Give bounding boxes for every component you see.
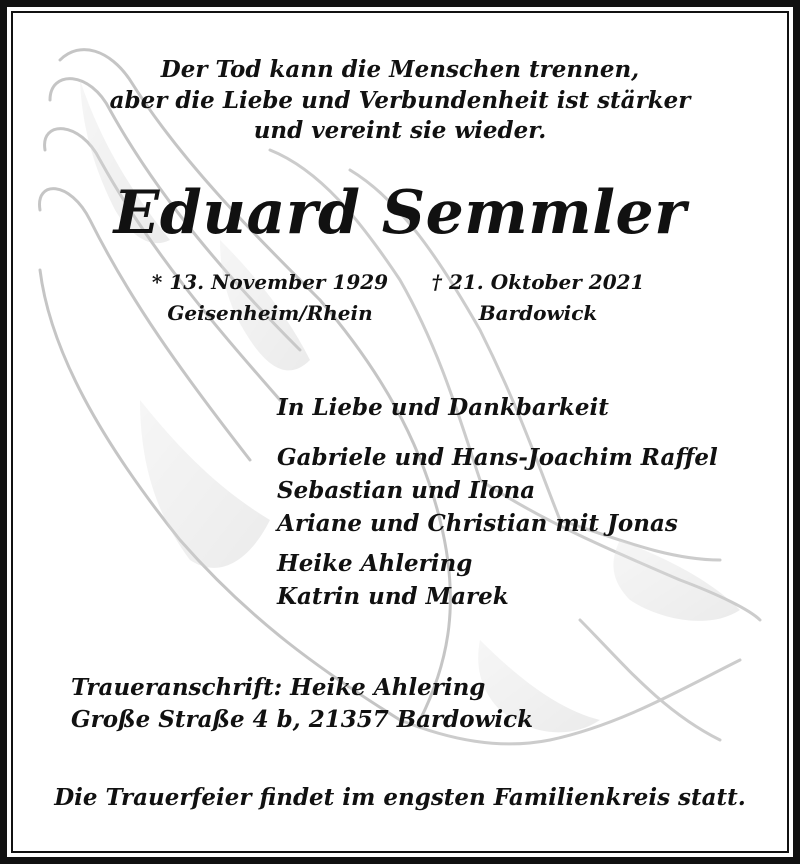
funeral-note: Die Trauerfeier findet im engsten Familienkreis statt. [54,784,746,811]
birth-place: Geisenheim/Rhein [167,301,373,325]
family-member: Heike Ahlering [277,550,473,577]
deceased-name: Eduard Semmler [113,178,687,248]
mourning-address-line: Große Straße 4 b, 21357 Bardowick [71,706,534,733]
quote-line: und vereint sie wieder. [253,117,547,144]
death-place: Bardowick [478,301,598,325]
family-member: Sebastian und Ilona [277,477,536,504]
birth-date: * 13. November 1929 [151,270,389,294]
family-member: Gabriele und Hans-Joachim Raffel [277,444,718,471]
family-member: Ariane und Christian mit Jonas [277,510,678,537]
quote-line: aber die Liebe und Verbundenheit ist stärker [109,87,691,114]
family-member: Katrin und Marek [277,583,509,610]
mourning-address-line: Traueranschrift: Heike Ahlering [71,674,486,701]
family-intro: In Liebe und Dankbarkeit [277,394,609,421]
death-date: † 21. Oktober 2021 [431,270,645,294]
quote-line: Der Tod kann die Menschen trennen, [160,56,640,83]
